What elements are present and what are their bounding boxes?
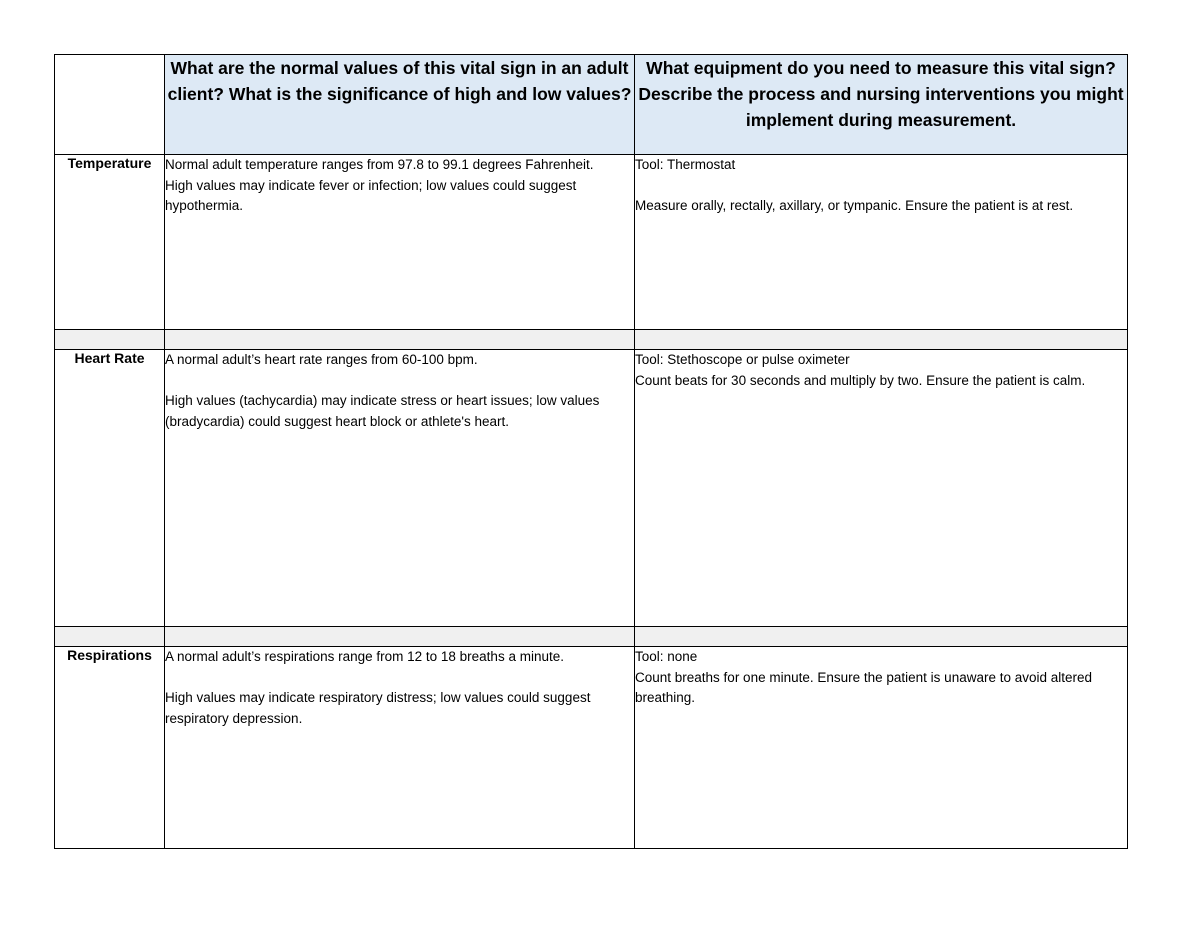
spacer-row (55, 627, 1128, 647)
header-equipment: What equipment do you need to measure this vital sign? Describe the process and nursing interventions you might implement during measurement. (635, 55, 1128, 155)
process-text: Count beats for 30 seconds and multiply by two. Ensure the patient is calm. (635, 372, 1086, 388)
significance-text: High values may indicate respiratory distress; low values could suggest respiratory depression. (165, 690, 591, 726)
process-text: Measure orally, rectally, axillary, or tympanic. Ensure the patient is at rest. (635, 198, 1074, 213)
table-row-temperature (55, 155, 1128, 330)
vital-signs-table (54, 54, 1128, 849)
tool-text: Tool: Thermostat (635, 157, 736, 172)
significance-text: High values (tachycardia) may indicate stress or heart issues; low values (bradycardia) could suggest heart block or athlete's heart. (165, 393, 600, 429)
row-label-temperature: Temperature (55, 155, 165, 330)
header-empty-cell (55, 55, 165, 155)
significance-text: High values may indicate fever or infection; low values could suggest hypothermia. (165, 177, 577, 213)
row-label-respirations: Respirations (55, 647, 165, 849)
equipment-cell-heart-rate (635, 350, 1128, 627)
tool-text: Tool: none (635, 649, 698, 664)
spacer-row (55, 330, 1128, 350)
normal-values-cell-temperature (165, 155, 635, 330)
normal-range-text: A normal adult’s heart rate ranges from 60-100 bpm. (165, 352, 478, 367)
tool-text: Tool: Stethoscope or pulse oximeter (635, 352, 850, 367)
equipment-cell-respirations (635, 647, 1128, 849)
normal-values-cell-heart-rate (165, 350, 635, 627)
table-row-respirations (55, 647, 1128, 849)
equipment-cell-temperature (635, 155, 1128, 330)
normal-range-text: Normal adult temperature ranges from 97.8 to 99.1 degrees Fahrenheit. (165, 157, 594, 172)
row-label-heart-rate: Heart Rate (55, 350, 165, 627)
header-row (55, 55, 1128, 155)
table-row-heart-rate (55, 350, 1128, 627)
header-normal-values: What are the normal values of this vital sign in an adult client? What is the significance of high and low values? (165, 55, 635, 155)
normal-values-cell-respirations (165, 647, 635, 849)
normal-range-text: A normal adult’s respirations range from 12 to 18 breaths a minute. (165, 649, 564, 664)
process-text: Count breaths for one minute. Ensure the patient is unaware to avoid altered breathing. (635, 669, 1093, 705)
